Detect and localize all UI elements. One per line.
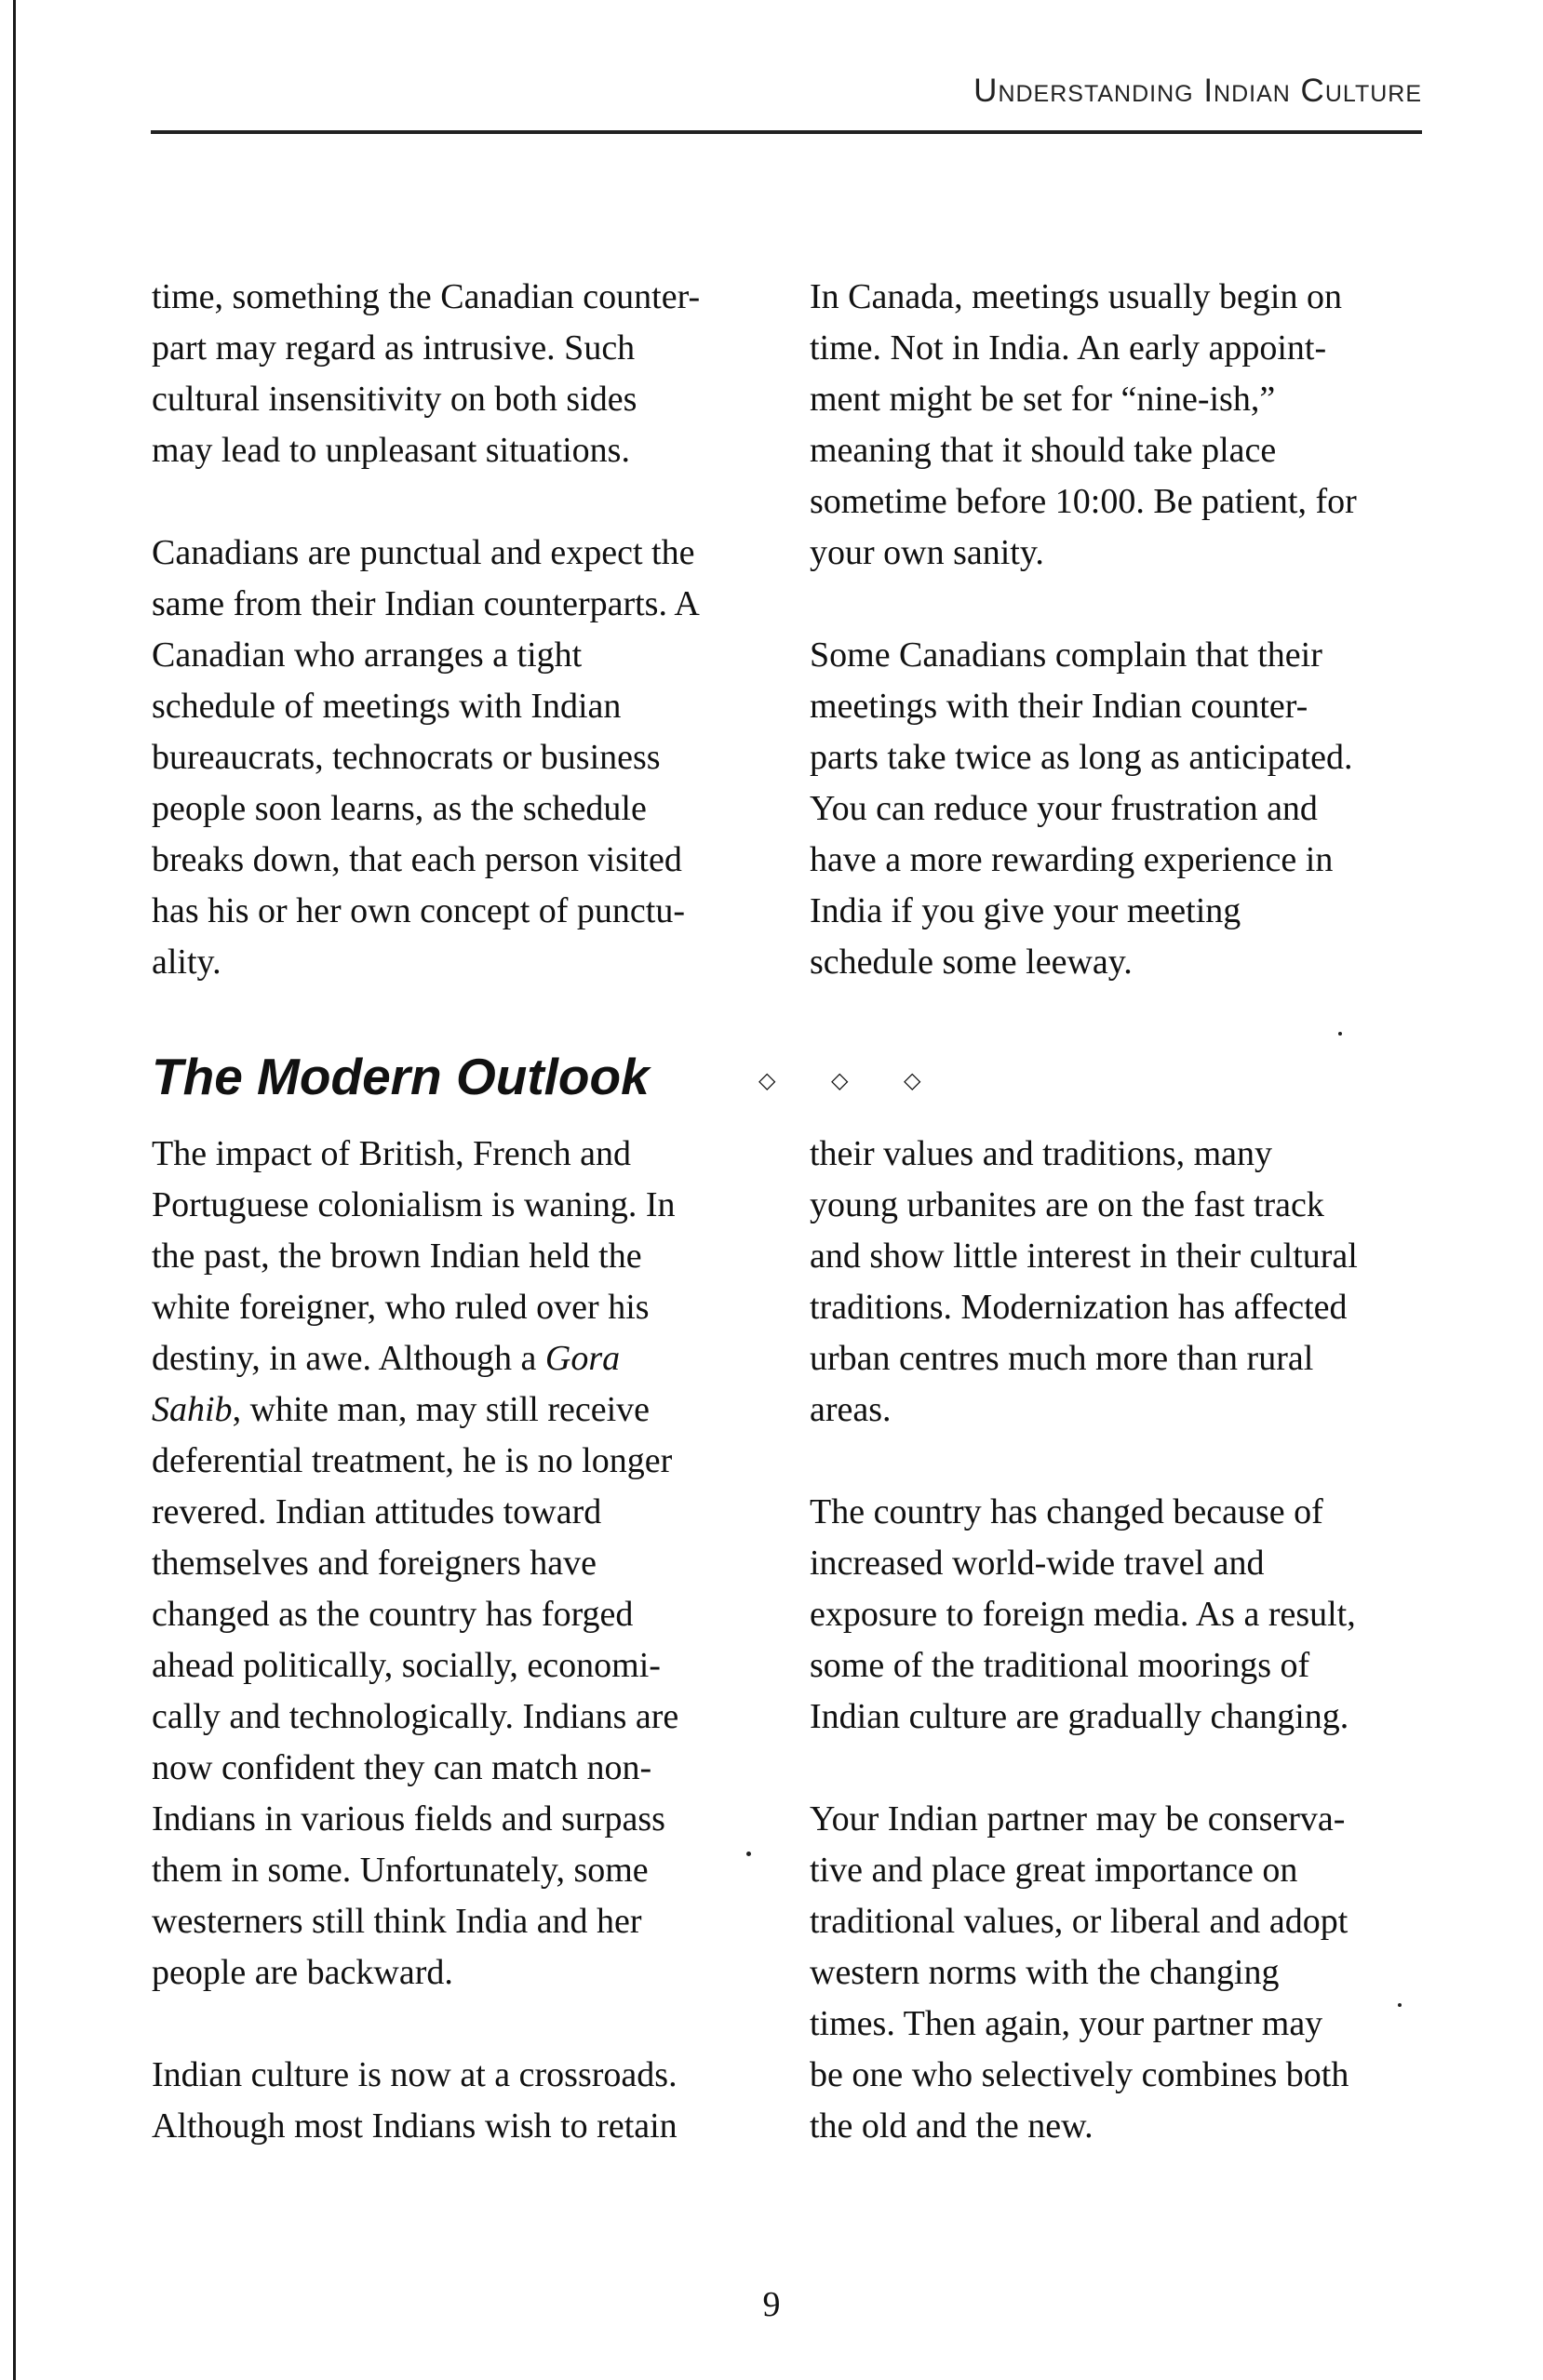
paragraph: Some Canadians complain that their meetings with their Indian counter- parts take twice as long as anticipated. You can reduce your frustration and have a more rewarding experience in India if you give your meeting schedule some leeway. <box>810 635 1353 982</box>
paragraph: Indian culture is now at a crossroads. Although most Indians wish to retain <box>152 2055 678 2146</box>
top-left-column <box>152 272 766 1039</box>
scan-speck <box>1398 2003 1402 2007</box>
running-header: Understanding Indian Culture <box>973 73 1422 109</box>
bottom-left-column <box>152 1129 766 2203</box>
paragraph: The country has changed because of increased world-wide travel and exposure to foreign media. As a result, some of the traditional moorings of Indian culture are gradually changing. <box>810 1492 1356 1736</box>
paragraph: time, something the Canadian counter- part may regard as intrusive. Such cultural insensitivity on both sides may lead to unpleasant situations. <box>152 277 701 470</box>
bottom-right-column <box>810 1129 1442 2203</box>
scan-speck <box>1338 1032 1342 1036</box>
paragraph: Your Indian partner may be conserva- tive and place great importance on traditional values, or liberal and adopt western norms with the changing times. Then again, your partner may be one who selectively combines both the old and the new. <box>810 1799 1349 2146</box>
diamond-ornament-icon: ◇ <box>831 1069 849 1093</box>
diamond-ornament-icon: ◇ <box>904 1069 921 1093</box>
foreign-term: Gora Sahib <box>152 1339 621 1429</box>
paragraph: The impact of British, French and Portuguese colonialism is waning. In the past, the brown Indian held the white foreigner, who ruled over his destiny, in awe. Although a Gora Sahib, white man, may still receive deferential treatment, he is no longer revered. Indian attitudes toward themselves and foreigners have changed as the country has forged ahead politically, socially, economi- cally and technologically. Indians are now confident they can match non- Indians in various fields and surpass them in some. Unfortunately, some westerners still think India and her people are backward. <box>152 1134 679 1992</box>
page-number: 9 <box>762 2285 781 2324</box>
paragraph: In Canada, meetings usually begin on time. Not in India. An early appoint- ment might be set for “nine-ish,” meaning that it should take place sometime before 10:00. Be patient, for your own sanity. <box>810 277 1357 572</box>
section-heading: The Modern Outlook <box>152 1048 650 1105</box>
scan-speck <box>746 1852 751 1856</box>
paragraph: Canadians are punctual and expect the same from their Indian counterparts. A Canadian who arranges a tight schedule of meetings with Indian bureaucrats, technocrats or business people soon learns, as the schedule breaks down, that each person visited has his or her own concept of punctu- ality. <box>152 533 700 982</box>
paragraph: their values and traditions, many young urbanites are on the fast track and show little interest in their cultural traditions. Modernization has affected urban centres much more than rural areas. <box>810 1134 1358 1429</box>
diamond-ornament-icon: ◇ <box>758 1069 776 1093</box>
header-rule <box>151 130 1422 134</box>
section-ornaments <box>758 1067 971 1094</box>
page-edge-line <box>13 0 16 2380</box>
top-right-column <box>810 272 1442 1039</box>
